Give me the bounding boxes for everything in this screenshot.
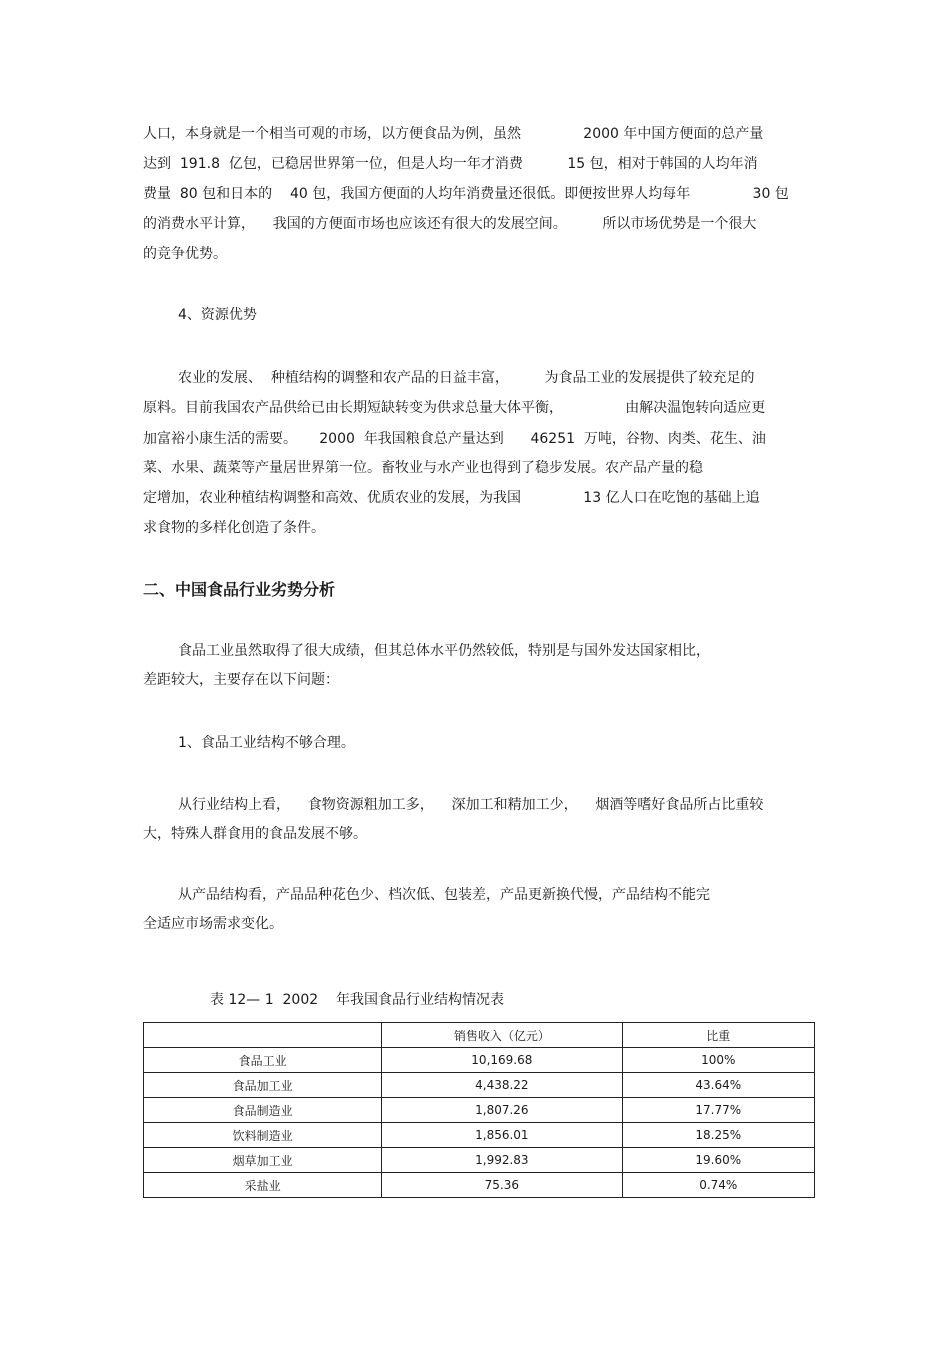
subheading-industry-structure: 1、食品工业结构不够合理。 <box>178 735 355 751</box>
paragraph-1-line-5: 的竞争优势。 <box>143 246 227 262</box>
table-row <box>144 1123 815 1148</box>
section-heading-disadvantages: 二、中国食品行业劣势分析 <box>143 580 336 599</box>
table-header-sales-revenue: 销售收入（亿元） <box>382 1023 622 1048</box>
paragraph-2-line-5: 定增加，农业种植结构调整和高效、优质农业的发展，为我国 13 亿人口在吃饱的基础上追 <box>143 490 760 506</box>
table-cell-sector: 采盐业 <box>144 1173 382 1198</box>
table-cell-revenue: 1,856.01 <box>382 1123 622 1148</box>
paragraph-2-line-1: 农业的发展、 种植结构的调整和农产品的日益丰富， 为食品工业的发展提供了较充足的 <box>178 370 755 386</box>
table-row <box>144 1073 815 1098</box>
table-header-blank <box>144 1023 382 1048</box>
table-row <box>144 1098 815 1123</box>
table-cell-sector: 饮料制造业 <box>144 1123 382 1148</box>
paragraph-2-line-3: 加富裕小康生活的需要。 2000 年我国粮食总产量达到 46251 万吨，谷物、肉类、花生、油 <box>143 431 766 447</box>
table-cell-share: 19.60% <box>622 1148 814 1173</box>
paragraph-1-line-3: 费量 80 包和日本的 40 包，我国方便面的人均年消费量还很低。即便按世界人均每年 30 包 <box>143 186 789 202</box>
food-industry-structure-table <box>143 1022 815 1198</box>
table-cell-revenue: 1,807.26 <box>382 1098 622 1123</box>
table-cell-sector: 食品制造业 <box>144 1098 382 1123</box>
table-cell-sector: 食品工业 <box>144 1048 382 1073</box>
subheading-resource-advantage: 4、资源优势 <box>178 307 257 323</box>
paragraph-1-line-4: 的消费水平计算， 我国的方便面市场也应该还有很大的发展空间。 所以市场优势是一个很大 <box>143 216 757 232</box>
table-cell-share: 100% <box>622 1048 814 1073</box>
paragraph-1-line-1: 人口，本身就是一个相当可观的市场，以方便食品为例，虽然 2000 年中国方便面的总产量 <box>143 126 764 142</box>
paragraph-1-line-2: 达到 191.8 亿包，已稳居世界第一位，但是人均一年才消费 15 包，相对于韩国的人均年消 <box>143 156 758 172</box>
table-row <box>144 1048 815 1073</box>
paragraph-2-line-6: 求食物的多样化创造了条件。 <box>143 520 325 536</box>
table-cell-share: 43.64% <box>622 1073 814 1098</box>
paragraph-2-line-4: 菜、水果、蔬菜等产量居世界第一位。畜牧业与水产业也得到了稳步发展。农产品产量的稳 <box>143 460 703 476</box>
paragraph-5-line-2: 全适应市场需求变化。 <box>143 916 283 932</box>
table-cell-share: 0.74% <box>622 1173 814 1198</box>
paragraph-4-line-1: 从行业结构上看， 食物资源粗加工多， 深加工和精加工少， 烟酒等嗜好食品所占比重较 <box>178 797 764 813</box>
table-row <box>144 1173 815 1198</box>
paragraph-5-line-1: 从产品结构看，产品品种花色少、档次低、包装差，产品更新换代慢，产品结构不能完 <box>178 887 710 903</box>
table-row <box>144 1148 815 1173</box>
paragraph-3-line-2: 差距较大，主要存在以下问题： <box>143 672 339 688</box>
table-cell-revenue: 10,169.68 <box>382 1048 622 1073</box>
table-cell-revenue: 1,992.83 <box>382 1148 622 1173</box>
paragraph-2-line-2: 原料。目前我国农产品供给已由长期短缺转变为供求总量大体平衡， 由解决温饱转向适应更 <box>143 400 766 416</box>
table-header-row <box>144 1023 815 1048</box>
table-cell-share: 18.25% <box>622 1123 814 1148</box>
table-cell-revenue: 4,438.22 <box>382 1073 622 1098</box>
table-caption: 表 12— 1 2002 年我国食品行业结构情况表 <box>210 992 504 1008</box>
table-cell-share: 17.77% <box>622 1098 814 1123</box>
table-cell-sector: 烟草加工业 <box>144 1148 382 1173</box>
table-header-proportion: 比重 <box>622 1023 814 1048</box>
paragraph-3-line-1: 食品工业虽然取得了很大成绩，但其总体水平仍然较低，特别是与国外发达国家相比， <box>178 643 710 659</box>
table-cell-sector: 食品加工业 <box>144 1073 382 1098</box>
table-cell-revenue: 75.36 <box>382 1173 622 1198</box>
paragraph-4-line-2: 大，特殊人群食用的食品发展不够。 <box>143 826 367 842</box>
